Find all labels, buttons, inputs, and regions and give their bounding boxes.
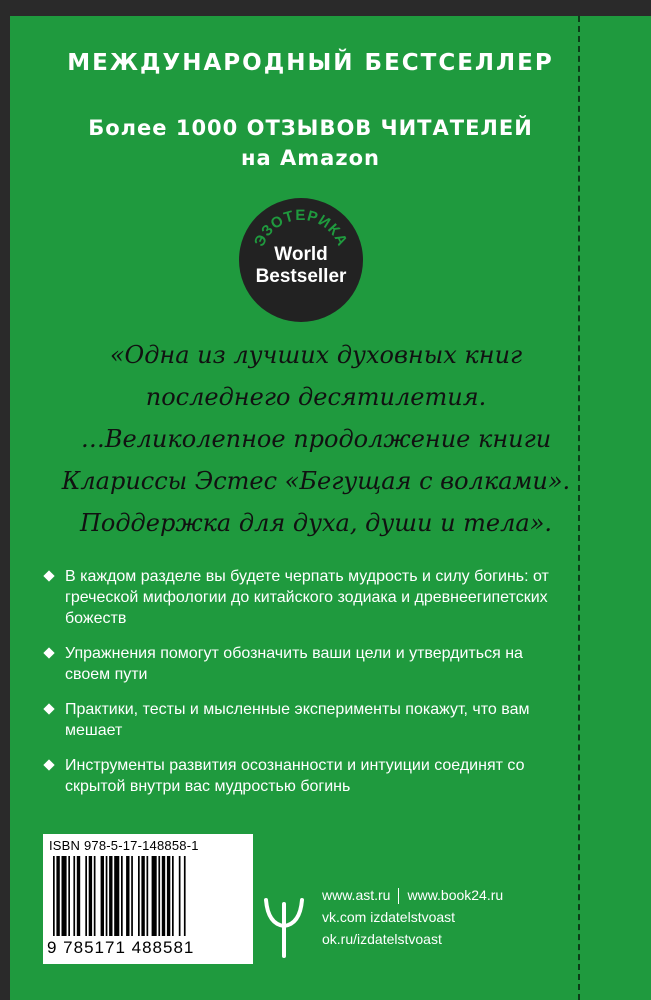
amazon-line: на Amazon bbox=[241, 146, 380, 170]
quote-line: Поддержка для духа, души и тела». bbox=[79, 509, 553, 537]
barcode-bars bbox=[51, 856, 245, 936]
feature-item bbox=[43, 755, 563, 797]
diamond-bullet-icon bbox=[43, 570, 54, 581]
badge-text bbox=[239, 244, 363, 288]
badge-arc-text: ЭЗОТЕРИКА bbox=[250, 206, 352, 250]
bestseller-heading: МЕЖДУНАРОДНЫЙ БЕСТСЕЛЛЕР bbox=[67, 50, 554, 76]
feature-list bbox=[43, 566, 563, 811]
review-quote bbox=[40, 334, 592, 544]
badge-line-world: World bbox=[274, 244, 328, 265]
diamond-bullet-icon bbox=[43, 759, 54, 770]
publisher-logo-icon bbox=[262, 896, 306, 960]
diamond-bullet-icon bbox=[43, 647, 54, 658]
quote-line: «Одна из лучших духовных книг bbox=[109, 341, 523, 369]
feature-item bbox=[43, 566, 563, 629]
reviews-heading bbox=[10, 113, 611, 173]
svg-text:ЭЗОТЕРИКА bbox=[251, 207, 351, 249]
book-back-cover bbox=[10, 16, 651, 1000]
badge-line-bestseller: Bestseller bbox=[255, 266, 347, 287]
quote-line: последнего десятилетия. bbox=[145, 383, 487, 411]
quote-line: Клариссы Эстес «Бегущая с волками». bbox=[61, 467, 571, 495]
reviews-line: Более 1000 ОТЗЫВОВ ЧИТАТЕЛЕЙ bbox=[88, 116, 533, 140]
feature-item bbox=[43, 643, 563, 685]
feature-item bbox=[43, 699, 563, 741]
isbn-barcode bbox=[43, 834, 253, 964]
world-bestseller-badge bbox=[239, 198, 363, 322]
ast-link[interactable]: www.ast.ru bbox=[322, 887, 391, 903]
link-divider bbox=[398, 888, 399, 904]
book24-link[interactable]: www.book24.ru bbox=[407, 887, 504, 903]
diamond-bullet-icon bbox=[43, 703, 54, 714]
web-links bbox=[322, 884, 503, 950]
quote-line: …Великолепное продолжение книги bbox=[80, 425, 552, 453]
sites-row bbox=[322, 884, 503, 906]
vk-link[interactable]: vk.com izdatelstvoast bbox=[322, 909, 456, 925]
feature-text: Практики, тесты и мысленные эксперименты покажут, что вам мешает bbox=[65, 701, 530, 739]
ok-link[interactable]: ok.ru/izdatelstvoast bbox=[322, 931, 442, 947]
barcode-digits: 9 785171 488581 bbox=[47, 938, 195, 957]
isbn-label: ISBN 978-5-17-148858-1 bbox=[49, 838, 199, 853]
feature-text: В каждом разделе вы будете черпать мудрость и силу богинь: от греческой мифологии до китайского зодиака и древнеегипетских божеств bbox=[65, 568, 549, 627]
feature-text: Упражнения помогут обозначить ваши цели и утвердиться на своем пути bbox=[65, 645, 523, 683]
feature-text: Инструменты развития осознанности и интуиции соединят со скрытой внутри вас мудростью богинь bbox=[65, 757, 525, 795]
